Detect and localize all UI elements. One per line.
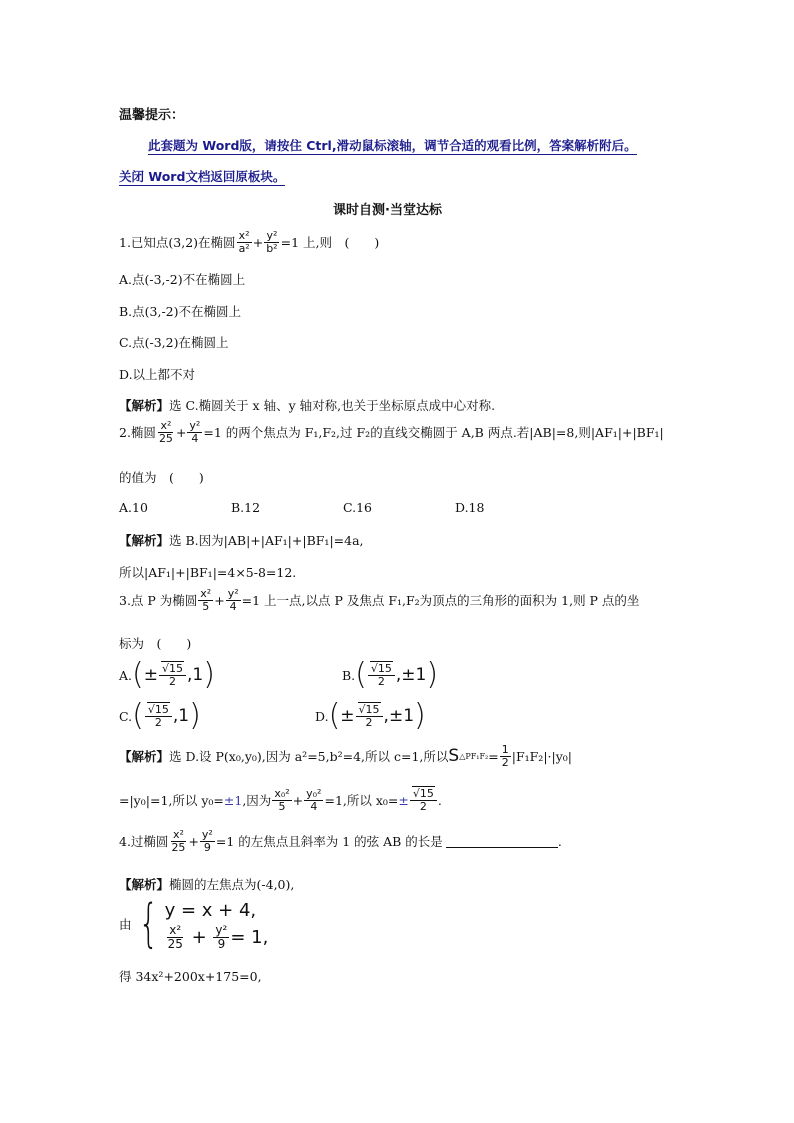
answer-blank [446, 835, 558, 848]
q2-stem-line2: 的值为 ( ) [119, 470, 204, 485]
fraction-x2-25b: $\frac{\text{x²}}{25}$ [171, 828, 186, 854]
q3-option-c: C. ( $\frac{√15}{2}$ ,1 ) [119, 698, 201, 733]
q3-option-b: B. ( $\frac{√15}{2}$ ,±1 ) [342, 657, 439, 692]
notice-title: 温馨提示： [119, 108, 185, 123]
q4-result: 得 34x²+200x+175=0, [119, 969, 262, 984]
q2-option-b: B.12 [231, 500, 261, 515]
q1-analysis: 【解析】选 C.椭圆关于 x 轴、y 轴对称,也关于坐标原点成中心对称. [119, 398, 496, 413]
q4-equation-system: 由 { y = x + 4, $\frac{\text{x²}}{25}$ + $\frac{\text{y²}}{9}$ = 1, [119, 894, 269, 954]
q3-stem-line2: 标为 ( ) [119, 636, 192, 651]
fraction-y2-b2: $\frac{\text{y²}}{\text{b²}}$ [266, 229, 278, 255]
notice-line-2: 关闭 Word文档返回原板块。 [119, 169, 286, 184]
q1-option-a: A.点(-3,-2)不在椭圆上 [119, 272, 246, 287]
fraction-x2-25: $\frac{\text{x²}}{25}$ [158, 419, 173, 445]
fraction-x2-a2: $\frac{\text{x²}}{\text{a²}}$ [238, 229, 250, 255]
q1-option-b: B.点(3,-2)不在椭圆上 [119, 304, 242, 319]
q2-option-a: A.10 [119, 500, 148, 515]
notice-line-1: 此套题为 Word版，请按住 Ctrl,滑动鼠标滚轴，调节合适的观看比例，答案解析附后。 [148, 138, 637, 153]
q4-analysis: 【解析】椭圆的左焦点为(-4,0), [119, 877, 295, 892]
fraction-y2-9: $\frac{\text{y²}}{9}$ [201, 828, 213, 854]
q3-option-d: D. ( ± $\frac{√15}{2}$ ,±1 ) [315, 698, 426, 733]
fraction-y2-4: $\frac{\text{y²}}{4}$ [189, 419, 201, 445]
fraction-x2-5: $\frac{\text{x²}}{5}$ [200, 587, 212, 613]
q1-option-d: D.以上都不对 [119, 367, 196, 382]
section-title: 课时自测·当堂达标 [333, 203, 442, 218]
q1-stem: 1.已知点(3,2)在椭圆 $\frac{\text{x²}}{\text{a²}}$ + $\frac{\text{y²}}{\text{b²}}$ =1 上,则 ( ) [119, 229, 380, 255]
q3-analysis-line2: =|y₀|=1,所以 y₀= ±1 ,因为 $\frac{\text{x₀²}}{5}$ + $\frac{\text{y₀²}}{4}$ =1,所以 x₀= ± $\frac{√15}{2}$ . [119, 787, 442, 813]
q1-option-c: C.点(-3,2)在椭圆上 [119, 335, 229, 350]
fraction-y2-4b: $\frac{\text{y²}}{4}$ [227, 587, 239, 613]
q2-stem: 2.椭圆 $\frac{\text{x²}}{25}$ + $\frac{\text{y²}}{4}$ =1 的两个焦点为 F₁,F₂,过 F₂的直线交椭圆于 A,B 两点.若|AB|=8,则|AF₁|+|BF₁| [119, 419, 664, 445]
q2-option-d: D.18 [455, 500, 485, 515]
q3-analysis: 【解析】 选 D.设 P(x₀,y₀),因为 a²=5,b²=4,所以 c=1,所以 S △PF₁F₂ = $\frac{1}{2}$ |F₁F₂|·|y₀| [119, 743, 572, 769]
q2-analysis-line2: 所以|AF₁|+|BF₁|=4×5-8=12. [119, 565, 297, 580]
q3-option-a: A. ( ± $\frac{√15}{2}$ ,1 ) [119, 657, 215, 692]
q2-option-c: C.16 [343, 500, 372, 515]
q2-analysis: 【解析】选 B.因为|AB|+|AF₁|+|BF₁|=4a, [119, 533, 364, 548]
q4-stem: 4.过椭圆 $\frac{\text{x²}}{25}$ + $\frac{\text{y²}}{9}$ =1 的左焦点且斜率为 1 的弦 AB 的长是 . [119, 828, 562, 854]
q3-stem: 3.点 P 为椭圆 $\frac{\text{x²}}{5}$ + $\frac{\text{y²}}{4}$ =1 上一点,以点 P 及焦点 F₁,F₂为顶点的三角形的面积为 1,则 P 点的坐 [119, 587, 640, 613]
